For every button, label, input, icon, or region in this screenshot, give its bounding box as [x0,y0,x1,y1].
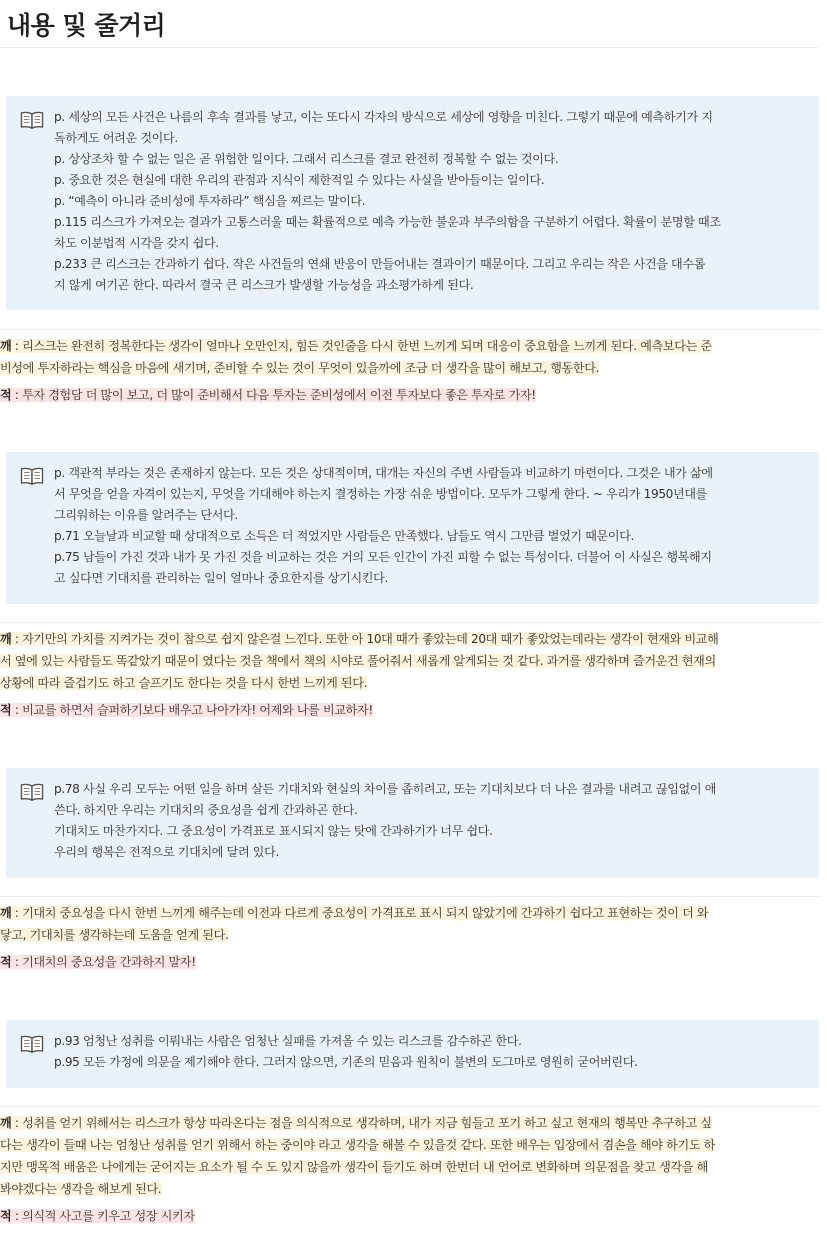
section-divider [0,329,820,330]
reflection-block [0,329,820,406]
book-open-icon [20,782,44,802]
insight-label: 깨 [0,339,12,353]
quote-line: p.95 모든 가정에 의문을 제기해야 한다. 그러지 않으면, 기존의 믿음과 원칙이 불변의 도그마로 영원히 굳어버린다. [54,1055,638,1069]
apply-label: 적 [0,388,12,402]
insight-highlight [0,928,228,942]
quote-line: p.115 리스크가 가져오는 결과가 고통스러울 때는 확률적으로 예측 가능한 불운과 부주의함을 구분하기 어렵다. 확률이 분명할 때조 [54,215,721,229]
insight-line [0,628,820,650]
label-separator: : [11,632,23,646]
insight-highlight [0,632,718,646]
apply-label: 적 [0,703,12,717]
book-open-icon [20,110,44,130]
insight-line [0,1178,820,1200]
insight-line [0,357,820,379]
quote-line: 그리워하는 이유를 알려주는 단서다. [54,508,238,522]
insight-line [0,335,820,357]
apply-line [0,1205,820,1227]
insight-line [0,924,820,946]
quote-line: p. 세상의 모든 사건은 나름의 후속 결과를 낳고, 이는 또다시 각자의 방식으로 세상에 영향을 미친다. 그렇기 때문에 예측하기가 지 [54,110,713,124]
label-separator: : [11,1116,23,1130]
quote-line: p.71 오늘날과 비교할 때 상대적으로 소득은 더 적었지만 사람들은 만족했다. 남들도 역시 그만큼 벌었기 때문이다. [54,529,635,543]
insight-text: 자기만의 가치를 지켜가는 것이 참으로 쉽지 않은걸 느낀다. 또한 아 10대 때가 좋았는데 20대 때가 좋았었는데라는 생각이 현재와 비교해 [22,632,719,646]
quote-line: p.233 큰 리스크는 간과하기 쉽다. 작은 사건들의 연쇄 반응이 만들어내는 결과이기 때문이다. 그리고 우리는 작은 사건을 대수롭 [54,257,706,271]
insight-highlight [0,339,712,353]
insight-highlight [0,654,716,668]
quote-line: 우리의 행복은 전적으로 기대치에 달려 있다. [54,845,279,859]
insight-label: 깨 [0,632,12,646]
quote-callout [6,96,819,310]
section-divider [0,1106,820,1107]
apply-line [0,384,820,406]
insight-text: 다는 생각이 들때 나는 엄청난 성취를 얻기 위해서 하는 중이야 라고 생각을 해볼 수 있을것 같다. 또한 배우는 입장에서 겸손을 해야 하기도 하 [0,1138,715,1152]
quote-line: 서 무엇을 얻을 자격이 있는지, 무엇을 기대해야 하는지 결정하는 가장 쉬운 방법이다. 모두가 그렇게 한다. ~ 우리가 1950년대를 [54,487,708,501]
insight-text: 비성에 투자하라는 핵심을 마음에 새기며, 준비할 수 있는 것이 무엇이 있을까에 조금 더 생각을 많이 해보고, 행동한다. [0,361,600,375]
quote-line: p. “예측이 아니라 준비성에 투자하라” 핵심을 찌르는 말이다. [54,194,366,208]
apply-text: 의식적 사고를 키우고 성장 시키자 [22,1209,195,1223]
insight-highlight [0,361,599,375]
title-divider [0,47,818,48]
apply-label: 적 [0,955,12,969]
apply-highlight [0,1209,195,1223]
label-separator: : [11,955,23,969]
insight-text: 봐야겠다는 생각을 해보게 된다. [0,1182,162,1196]
label-separator: : [11,703,23,717]
quote-line: 차도 이분법적 시각을 갖지 쉽다. [54,236,219,250]
insight-text: 성취를 얻기 위해서는 리스크가 항상 따라온다는 점을 의식적으로 생각하며, 내가 지금 힘들고 포기 하고 싶고 현재의 행복만 추구하고 싶 [22,1116,712,1130]
quote-line: 쓴다. 하지만 우리는 기대치의 중요성을 쉽게 간과하곤 한다. [54,803,358,817]
quote-line: p.78 사실 우리 모두는 어떤 일을 하며 살든 기대치와 현실의 차이를 좁히려고, 또는 기대치보다 더 나은 결과를 내려고 끊임없이 애 [54,782,717,796]
apply-highlight [0,388,536,402]
insight-text: 닿고, 기대치를 생각하는데 도움을 얻게 된다. [0,928,229,942]
book-open-icon [20,466,44,486]
insight-line [0,650,820,672]
insight-label: 깨 [0,906,12,920]
apply-text: 투자 경험담 더 많이 보고, 더 많이 준비해서 다음 투자는 준비성에서 이전 투자보다 좋은 투자로 가자! [22,388,536,402]
quote-line: p. 객관적 부라는 것은 존재하지 않는다. 모든 것은 상대적이며, 대개는 자신의 주변 사람들과 비교하기 마련이다. 그것은 내가 삶에 [54,466,713,480]
section-divider [0,896,820,897]
quote-line: 독하게도 어려운 것이다. [54,131,178,145]
insight-highlight [0,1182,161,1196]
quote-line: 기대치도 마찬가지다. 그 중요성이 가격표로 표시되지 않는 탓에 간과하기가 너무 쉽다. [54,824,493,838]
reflection-block [0,896,820,973]
insight-line [0,902,820,924]
apply-label: 적 [0,1209,12,1223]
insight-highlight [0,1138,715,1152]
apply-line [0,951,820,973]
label-separator: : [11,388,23,402]
insight-highlight [0,1116,712,1130]
quote-line: 지 않게 여기곤 한다. 따라서 결국 큰 리스크가 발생할 가능성을 과소평가하게 된다. [54,278,474,292]
insight-text: 지만 맹목적 배움은 나에게는 굳어지는 요소가 될 수 도 있지 않을까 생각이 들기도 하며 한번더 내 언어로 변화하며 의문점을 찾고 생각을 해 [0,1160,709,1174]
quote-line: p. 상상조차 할 수 없는 일은 곧 위험한 일이다. 그래서 리스크를 결코 완전히 정복할 수 없는 것이다. [54,152,559,166]
quote-callout [6,1020,819,1088]
book-open-icon [20,1034,44,1054]
insight-highlight [0,906,708,920]
insight-text: 기대치 중요성을 다시 한번 느끼게 해주는데 이전과 다르게 중요성이 가격표로 표시 되지 않았기에 간과하기 쉽다고 표현하는 것이 더 와 [22,906,709,920]
insight-line [0,1134,820,1156]
apply-line [0,699,820,721]
reflection-block [0,622,820,721]
quote-line: p.75 남들이 가진 것과 내가 못 가진 것을 비교하는 것은 거의 모든 인간이 가진 피할 수 없는 특성이다. 더불어 이 사실은 행복해지 [54,550,712,564]
reflection-block [0,1106,820,1227]
apply-highlight [0,703,373,717]
apply-text: 비교를 하면서 슬퍼하기보다 배우고 나아가자! 어제와 나를 비교하자! [22,703,373,717]
insight-text: 서 옆에 있는 사람들도 똑같았기 때문이 였다는 것을 책에서 책의 시야로 풀어줘서 새롭게 알게되는 것 같다. 과거를 생각하며 즐거운건 현재의 [0,654,716,668]
quote-line: p. 중요한 것은 현실에 대한 우리의 관점과 지식이 제한적일 수 있다는 사실을 받아들이는 일이다. [54,173,545,187]
apply-highlight [0,955,196,969]
insight-highlight [0,1160,708,1174]
quote-callout [6,768,819,878]
insight-line [0,1156,820,1178]
insight-label: 깨 [0,1116,12,1130]
label-separator: : [11,1209,23,1223]
quote-line: 고 싶다면 기대치를 관리하는 일이 얼마나 중요한지를 상기시킨다. [54,571,388,585]
label-separator: : [11,906,23,920]
label-separator: : [11,339,23,353]
quote-callout [6,452,819,604]
insight-text: 리스크는 완전히 정복한다는 생각이 얼마나 오만인지, 힘든 것인줄을 다시 한번 느끼게 되며 대응이 중요함을 느끼게 된다. 예측보다는 준 [22,339,712,353]
apply-text: 기대치의 중요성을 간과하지 말자! [22,955,196,969]
page-title: 내용 및 줄거리 [7,11,166,40]
insight-text: 상황에 따라 즐겁기도 하고 슬프기도 한다는 것을 다시 한번 느끼게 된다. [0,676,368,690]
section-divider [0,622,820,623]
insight-line [0,1112,820,1134]
quote-line: p.93 엄청난 성취를 이뤄내는 사람은 엄청난 실패를 가져올 수 있는 리스크를 감수하곤 한다. [54,1034,522,1048]
insight-line [0,672,820,694]
insight-highlight [0,676,367,690]
